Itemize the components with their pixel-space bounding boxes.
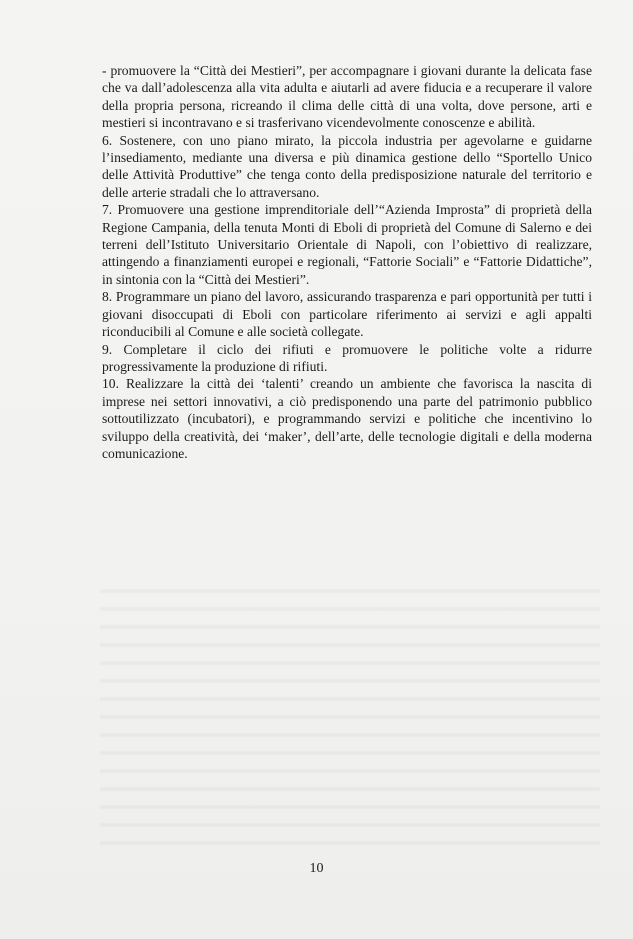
- verso-bleed-through: [100, 580, 600, 850]
- paragraph-citta-dei-mestieri: - promuovere la “Città dei Mestieri”, per accompagnare i giovani durante la delicata fase che va dall’adolescenza alla vita adulta e aiutarli ad avere fiducia e a recuperare il valore della propria persona, ricreando il clima delle città di una volta, dove persone, arti e mestieri si incontravano e si trasferivano vicendevolmente conoscenze e abilità.: [102, 63, 592, 131]
- body-text: [102, 62, 592, 462]
- paragraph-item-8: 8. Programmare un piano del lavoro, assicurando trasparenza e pari opportunità per tutti i giovani disoccupati di Eboli con particolare riferimento ai servizi e agli appalti riconducibili al Comune e alle società collegate.: [102, 289, 592, 340]
- paragraph-item-6: 6. Sostenere, con uno piano mirato, la piccola industria per agevolarne e guidarne l’insediamento, mediante una diversa e più dinamica gestione dello “Sportello Unico delle Attività Produttive” che tenga conto della predisposizione naturale del territorio e delle arterie stradali che lo attraversano.: [102, 132, 592, 200]
- paragraph-item-9: 9. Completare il ciclo dei rifiuti e promuovere le politiche volte a ridurre progressivamente la produzione di rifiuti.: [102, 341, 592, 374]
- page-number: 10: [309, 861, 324, 876]
- paragraph-item-10: 10. Realizzare la città dei ‘talenti’ creando un ambiente che favorisca la nascita di imprese nei settori innovativi, a ciò predisponendo una parte del patrimonio pubblico sottoutilizzato (incubatori), e programmando servizi e politiche che incentivino lo sviluppo della creatività, dei ‘maker’, dell’arte, delle tecnologie digitali e della moderna comunicazione.: [102, 376, 592, 461]
- paragraph-item-7: 7. Promuovere una gestione imprenditoriale dell’“Azienda Improsta” di proprietà della Regione Campania, della tenuta Monti di Eboli di proprietà del Comune di Salerno e dei terreni dell’Istituto Universitario Orientale di Napoli, con l’obiettivo di realizzare, attingendo a finanziamenti europei e regionali, “Fattorie Sociali” e “Fattorie Didattiche”, in sintonia con la “Città dei Mestieri”.: [102, 202, 592, 287]
